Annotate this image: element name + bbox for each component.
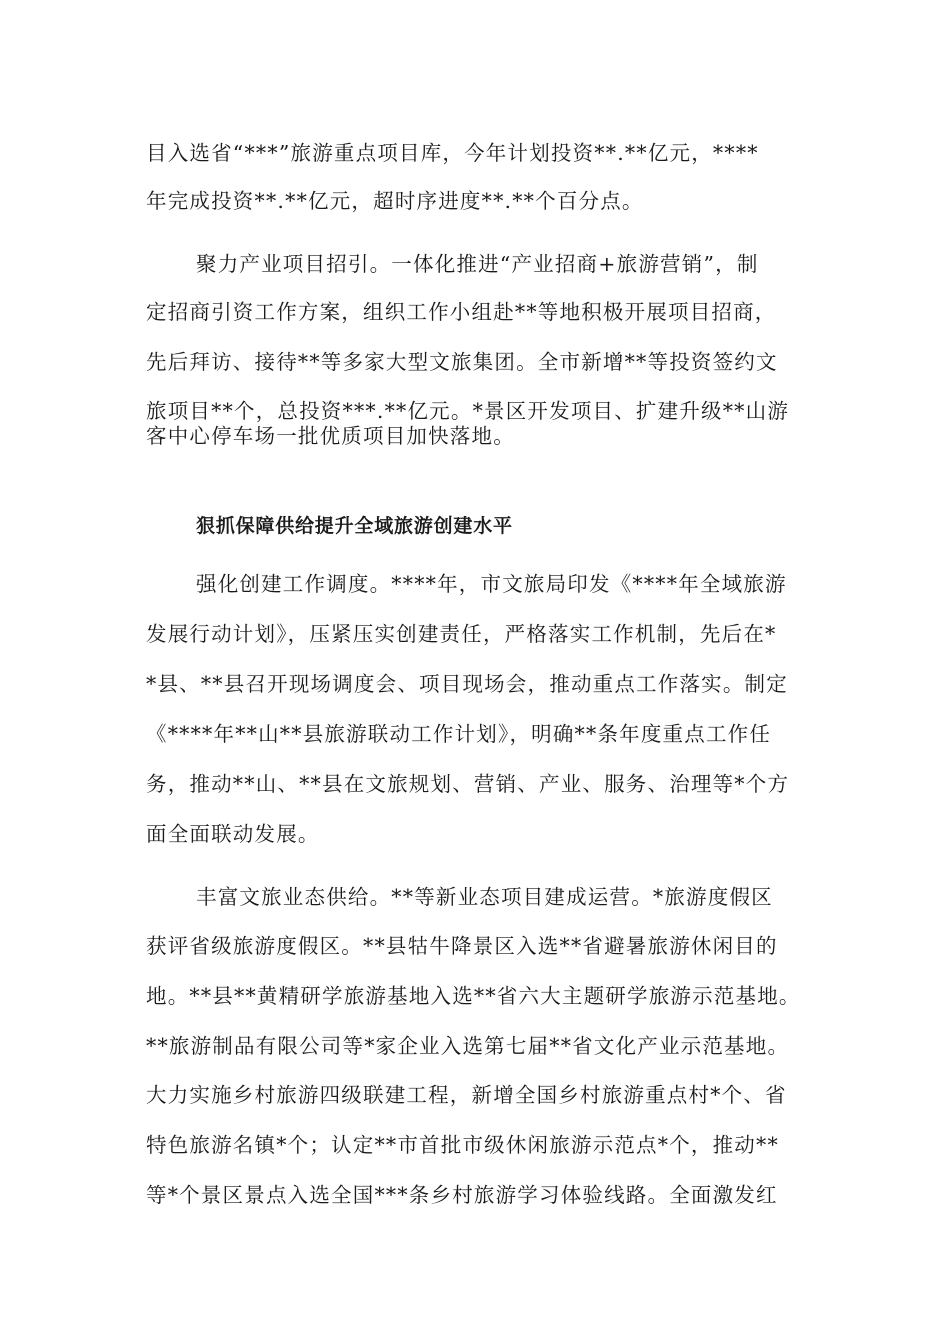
body-text-line: 目入选省“***”旅游重点项目库，今年计划投资**.**亿元，**** bbox=[146, 141, 759, 165]
body-text-line: *县、**县召开现场调度会、项目现场会，推动重点工作落实。制定 bbox=[146, 672, 788, 696]
body-text-line: 定招商引资工作方案，组织工作小组赴**等地积极开展项目招商， bbox=[146, 300, 777, 324]
body-text-line: 等*个景区景点入选全国***条乡村旅游学习体验线路。全面激发红 bbox=[146, 1183, 778, 1207]
body-text-line: 《****年**山**县旅游联动工作计划》，明确**条年度重点工作任 bbox=[146, 722, 772, 746]
body-text-line: 客中心停车场一批优质项目加快落地。 bbox=[146, 424, 515, 448]
body-text-line: 年完成投资**.**亿元，超时序进度**.**个百分点。 bbox=[146, 189, 644, 213]
body-text-line: 先后拜访、接待**等多家大型文旅集团。全市新增**等投资签约文 bbox=[146, 350, 778, 374]
body-text-line: 获评省级旅游度假区。**县牯牛降景区入选**省避暑旅游休闲目的 bbox=[146, 934, 778, 958]
paragraph-first-line: 强化创建工作调度。****年，市文旅局印发《****年全域旅游 bbox=[196, 572, 787, 596]
section-heading: 狠抓保障供给提升全域旅游创建水平 bbox=[196, 515, 513, 537]
body-text-line: 大力实施乡村旅游四级联建工程，新增全国乡村旅游重点村*个、省 bbox=[146, 1083, 787, 1107]
body-text-line: 地。**县**黄精研学旅游基地入选**省六大主题研学旅游示范基地。 bbox=[146, 984, 801, 1008]
body-text-line: 旅项目**个，总投资***.**亿元。*景区开发项目、扩建升级**山游 bbox=[146, 399, 790, 423]
paragraph-first-line: 丰富文旅业态供给。**等新业态项目建成运营。*旅游度假区 bbox=[196, 885, 773, 909]
body-text-line: 发展行动计划》，压紧压实创建责任，严格落实工作机制，先后在* bbox=[146, 622, 777, 646]
body-text-line: **旅游制品有限公司等*家企业入选第七届**省文化产业示范基地。 bbox=[146, 1034, 790, 1058]
body-text-line: 特色旅游名镇*个；认定**市首批市级休闲旅游示范点*个，推动** bbox=[146, 1133, 779, 1157]
body-text-line: 面全面联动发展。 bbox=[146, 822, 320, 846]
body-text-line: 务，推动**山、**县在文旅规划、营销、产业、服务、治理等*个方 bbox=[146, 772, 790, 796]
paragraph-first-line: 聚力产业项目招引。一体化推进“产业招商+旅游营销”，制 bbox=[196, 252, 759, 276]
